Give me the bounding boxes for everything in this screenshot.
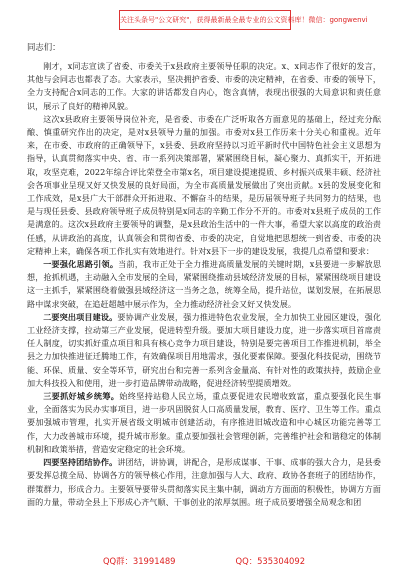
- paragraph-text: 始终坚持站稳人民立场，重点要促进农民增收致富，重点要强化民生事业，全面落实为民办实事项目，进一步巩固脱贫人口高质量发展，教育、医疗、卫生等工作。重点要加强城市管理，扎实开展省级文明城市创建活动，有序推进旧城改造和中心城区功能完善等工作，大力改善城市环境，提升城市形象。重点要加强社会管理创新，完善维护社会和谐稳定的体制机制和政策举措，营造安定稳定的社会环境。: [27, 391, 381, 454]
- document-body: [27, 40, 381, 509]
- paragraph-text: 讲团结，讲协调，讲配合，是形成谋事、干事、成事的强大合力，是县委要发挥总揽全局、协调各方的领导核心作用，注意加强与人大、政府、政协各套班子的团结协作，群策群力，形成合力。主要领导要带头贯彻落实民主集中制，调动方方面面的积极性，协调方方面面的力量，带动全县上下形成心齐气顺、干事创业的浓厚氛围。班子成员要增强全局观念和团: [27, 457, 381, 507]
- salutation: 同志们：: [27, 42, 61, 52]
- paragraph-text: 要协调产业发展，强力推进特色农业发展，全力加快工业园区建设，强化工业经济支撑，拉动第三产业发展，促进转型升级。要加大项目建设力度，进一步落实项目首席责任人制度，切实抓好重点项目和具有核心竞争力项目建设，特别是要完善项目工作推进机制，举全县之力加快推进征迁腾地工作，有效确保项目用地需求，强化要素保障。要强化科技促动，围绕节能、环保、质量、安全等环节，研究出台和完善一系列含金量高、有针对性的政策扶持，鼓励企业加大科技投入和使用，进一步打造品牌带动战略，促进经济转型提质增效。: [27, 311, 381, 388]
- paragraph-heading: 四要坚持团结协作。: [43, 457, 118, 468]
- paragraph-heading: 二要突出项目建设。: [43, 311, 118, 322]
- body-paragraph: [27, 258, 381, 311]
- body-paragraph: [27, 113, 381, 258]
- footer: [0, 553, 408, 569]
- body-paragraph: [27, 311, 381, 390]
- footer-qq-group: QQ群：31991489: [102, 556, 176, 566]
- promo-banner: 关注头条号"公文研究"，获得最新最全最专业的公文资料库！微信：gongwenvi: [119, 10, 291, 30]
- footer-qq: QQ：535304092: [235, 556, 306, 566]
- paragraph-list: [27, 60, 381, 509]
- body-paragraph: [27, 390, 381, 456]
- paragraph-text: 当前，我市正处于全力推进高质量发展的关键时期，x县要进一步解放思想，抢抓机遇，主动融入全市发展的全局，紧紧围绕推动县域经济发展的目标，紧紧围绕项目建设这一主抓手，紧紧围绕着做强县域经济这一当务之急，统筹全局，提升站位，谋划发展，在拓展思路中谋求突破，在追赶超越中展示作为，全力推动经济社会又好又快发展。: [27, 259, 381, 309]
- paragraph-heading: 三要抓好城乡统筹。: [43, 391, 120, 402]
- body-paragraph: [27, 456, 381, 509]
- body-paragraph: [27, 60, 381, 113]
- paragraph-text: 这次x县政府主要领导岗位补充，是省委、市委在广泛听取各方面意见的基础上，经过充分酝酿、慎重研究作出的决定，是对x县领导力量的加强。市委对x县工作历来十分关心和重视。近年来，在市委、市政府的正确领导下，x县委、县政府坚持以习近平新时代中国特色社会主义思想为指导，认真贯彻落实中央、省、市一系列决策部署，紧紧围绕目标，凝心聚力、真抓实干，开拓进取，攻坚克难，2022年综合评比荣登全市第x名，项目建设提速提质、乡村振兴成果丰硕、经济社会各项事业呈现又好又快发展的良好局面，为全市高质量发展做出了突出贡献。x县的发展变化和工作成效，是x县广大干部群众开拓进取、不懈奋斗的结果，是历届领导班子共同努力的结果，也是与现任县委、县政府领导班子成员特别是x同志的辛勤工作分不开的。市委对x县班子成员的工作是满意的。这次x县政府主要领导的调整，是x县政治生活中的一件大事，希望大家以高度的政治责任感，从讲政治的高度，认真领会和贯彻省委、市委的决定，自觉地把思想统一到省委、市委的决定精神上来，确保各项工作扎实有效地进行。针对x县下一步的建设发展，我提几点希望和要求：: [27, 113, 381, 256]
- paragraph-text: 刚才，x同志宣读了省委、市委关于x县政府主要领导任职的决定。x、x同志作了很好的发言，其他与会同志也都表了态。大家表示，坚决拥护省委、市委的决定精神，在省委、市委的领导下，全力支持配合x同志的工作。大家的讲话都发自内心，饱含真情，表现出很强的大局意识和责任意识，展示了良好的精神风貌。: [27, 61, 381, 111]
- paragraph-heading: 一要强化思路引领。: [43, 259, 119, 270]
